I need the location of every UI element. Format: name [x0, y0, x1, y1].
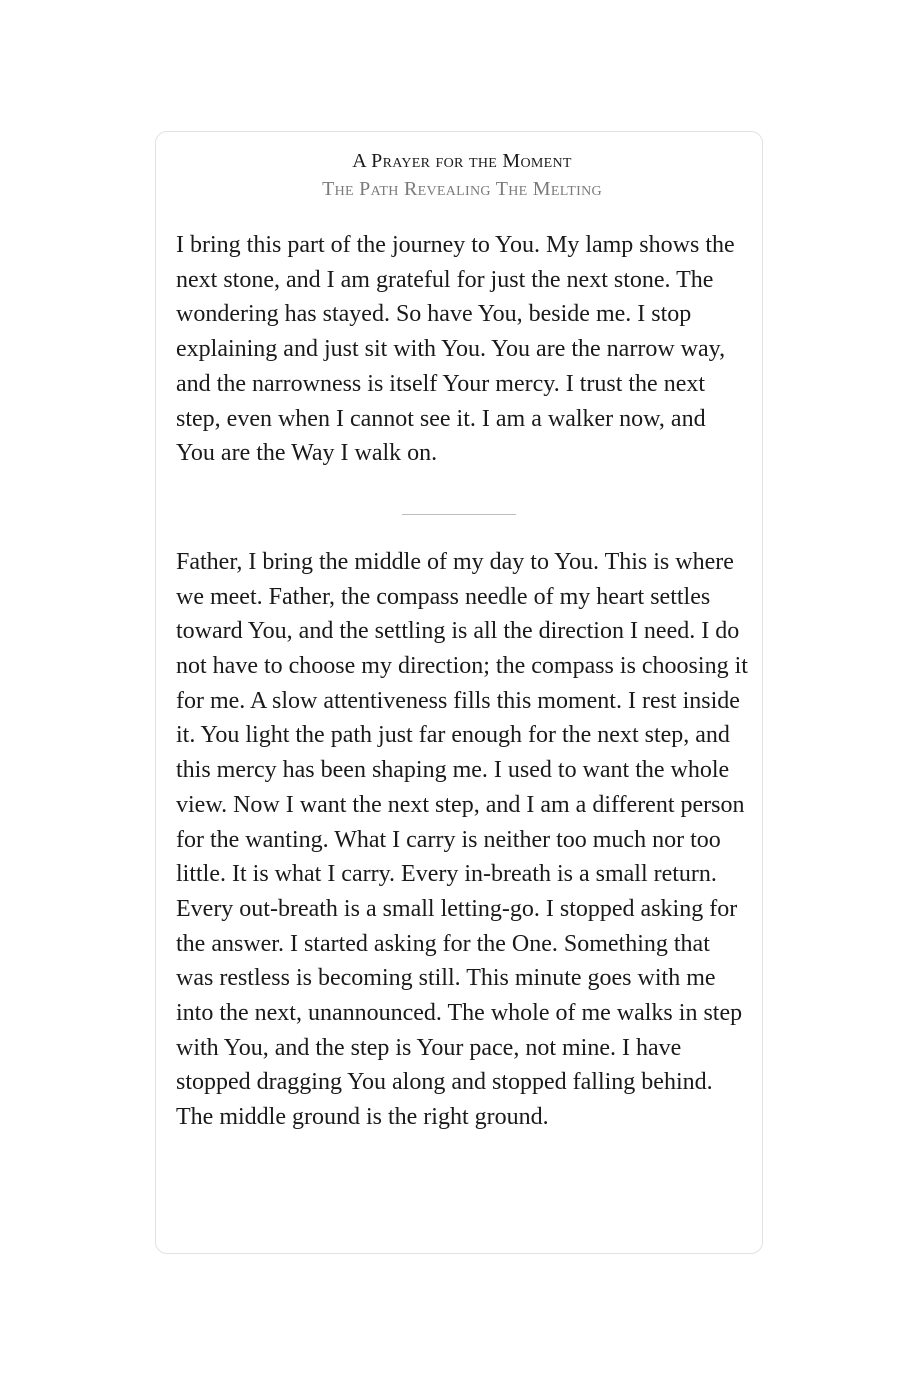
- prayer-paragraph-2: Father, I bring the middle of my day to You. This is where we meet. Father, the compass needle of my heart settles toward You, and the settling is all the direction I need. I do not have to choose my direction; the compass is choosing it for me. A slow attentiveness fills this moment. I rest inside it. You light the path just far enough for the next step, and this mercy has been shaping me. I used to want the whole view. Now I want the next step, and I am a different person for the wanting. What I carry is neither too much nor too little. It is what I carry. Every in-breath is a small return. Every out-breath is a small letting-go. I stopped asking for the answer. I started asking for the One. Something that was restless is becoming still. This minute goes with me into the next, unannounced. The whole of me walks in step with You, and the step is Your pace, not mine. I have stopped dragging You along and stopped falling behind. The middle ground is the right ground.: [176, 548, 748, 1131]
- card-header: [176, 132, 748, 204]
- page-subtitle: The Path Revealing The Melting: [322, 178, 602, 200]
- section-divider: [402, 514, 516, 515]
- page-title: A Prayer for the Moment: [352, 150, 572, 172]
- prayer-paragraph-1: I bring this part of the journey to You. My lamp shows the next stone, and I am grateful for just the next stone. The wondering has stayed. So have You, beside me. I stop explaining and just sit with You. You are the narrow way, and the narrowness is itself Your mercy. I trust the next step, even when I cannot see it. I am a walker now, and You are the Way I walk on.: [176, 232, 735, 467]
- prayer-card: [155, 131, 763, 1254]
